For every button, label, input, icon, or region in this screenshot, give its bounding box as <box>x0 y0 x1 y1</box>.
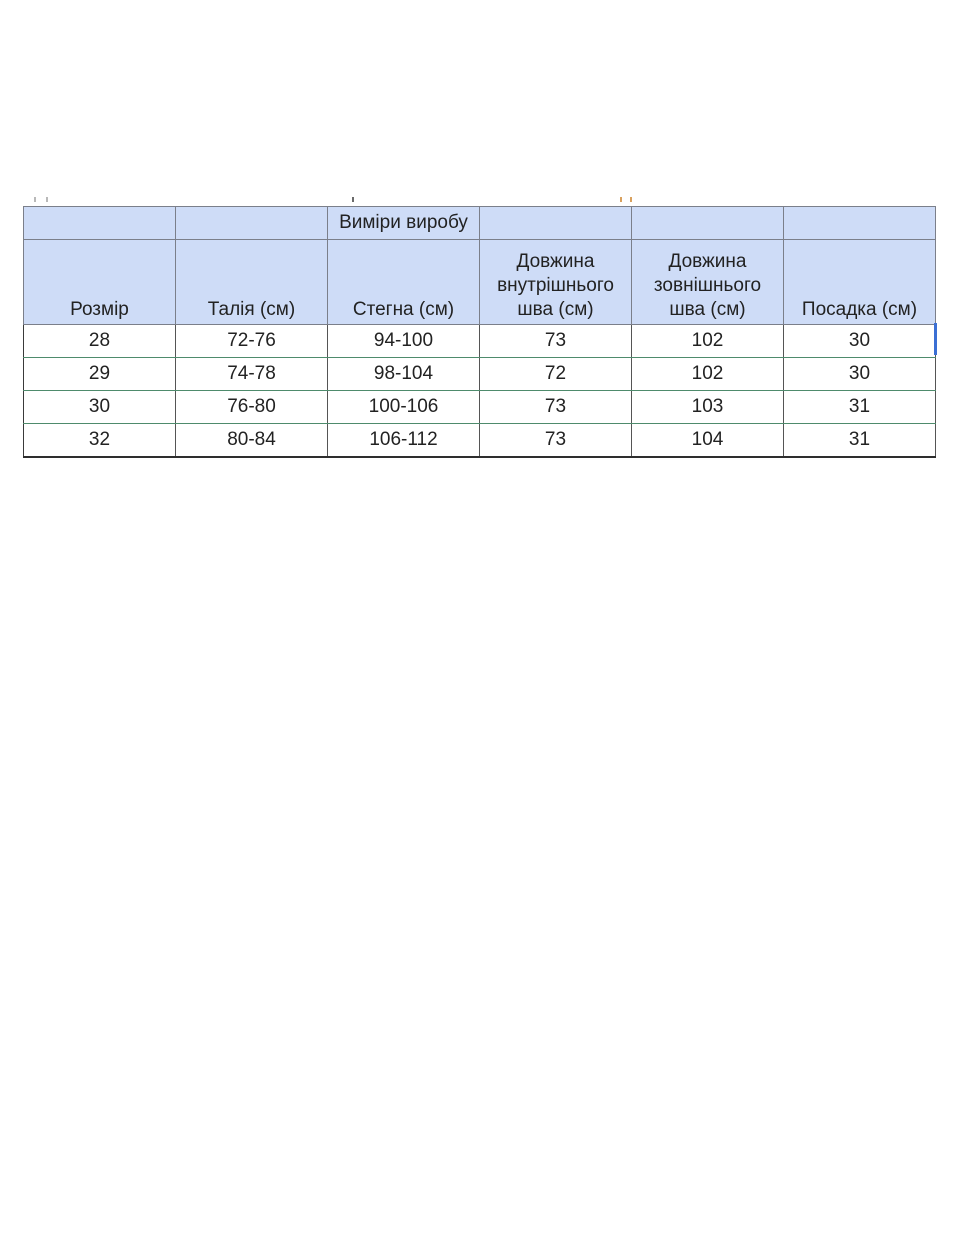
header-inseam[interactable]: Довжина внутрішнього шва (см) <box>480 240 632 325</box>
table-cell[interactable] <box>480 207 632 240</box>
table-cell[interactable]: 94-100 <box>328 325 480 358</box>
table-cell[interactable]: 73 <box>480 424 632 458</box>
table-cell[interactable]: 102 <box>632 358 784 391</box>
table-cell[interactable]: 103 <box>632 391 784 424</box>
table-cell[interactable]: 98-104 <box>328 358 480 391</box>
table-row <box>24 391 936 424</box>
table-cell[interactable] <box>176 207 328 240</box>
column-marker <box>46 197 48 202</box>
table-cell[interactable]: 102 <box>632 325 784 358</box>
header-hips[interactable]: Стегна (см) <box>328 240 480 325</box>
table-cell[interactable]: 76-80 <box>176 391 328 424</box>
table-cell[interactable]: 29 <box>24 358 176 391</box>
table-cell[interactable]: 104 <box>632 424 784 458</box>
cell-selection-edge[interactable] <box>934 323 937 355</box>
table-cell[interactable]: 30 <box>784 358 936 391</box>
column-marker <box>352 197 354 202</box>
table-cell[interactable]: 106-112 <box>328 424 480 458</box>
table-row <box>24 358 936 391</box>
table-cell[interactable]: 31 <box>784 391 936 424</box>
table-cell[interactable]: 73 <box>480 391 632 424</box>
header-outseam[interactable]: Довжина зовнішнього шва (см) <box>632 240 784 325</box>
table-row <box>24 325 936 358</box>
group-header-measurements[interactable]: Виміри виробу <box>328 207 480 240</box>
table-cell[interactable]: 32 <box>24 424 176 458</box>
table-cell[interactable] <box>632 207 784 240</box>
column-marker <box>630 197 632 202</box>
table-cell[interactable]: 72 <box>480 358 632 391</box>
table-cell[interactable]: 73 <box>480 325 632 358</box>
table-cell[interactable]: 30 <box>24 391 176 424</box>
header-rise[interactable]: Посадка (см) <box>784 240 936 325</box>
table-cell[interactable]: 74-78 <box>176 358 328 391</box>
table-cell[interactable]: 28 <box>24 325 176 358</box>
size-table <box>23 206 936 458</box>
table-cell[interactable] <box>784 207 936 240</box>
table-cell[interactable]: 72-76 <box>176 325 328 358</box>
table-cell[interactable]: 80-84 <box>176 424 328 458</box>
size-chart <box>23 206 935 458</box>
group-header-row <box>24 207 936 240</box>
header-size[interactable]: Розмір <box>24 240 176 325</box>
column-header-row <box>24 240 936 325</box>
table-cell[interactable]: 30 <box>784 325 936 358</box>
table-cell[interactable] <box>24 207 176 240</box>
column-marker <box>620 197 622 202</box>
table-cell[interactable]: 31 <box>784 424 936 458</box>
table-cell[interactable]: 100-106 <box>328 391 480 424</box>
table-row <box>24 424 936 458</box>
header-waist[interactable]: Талія (см) <box>176 240 328 325</box>
column-marker <box>34 197 36 202</box>
